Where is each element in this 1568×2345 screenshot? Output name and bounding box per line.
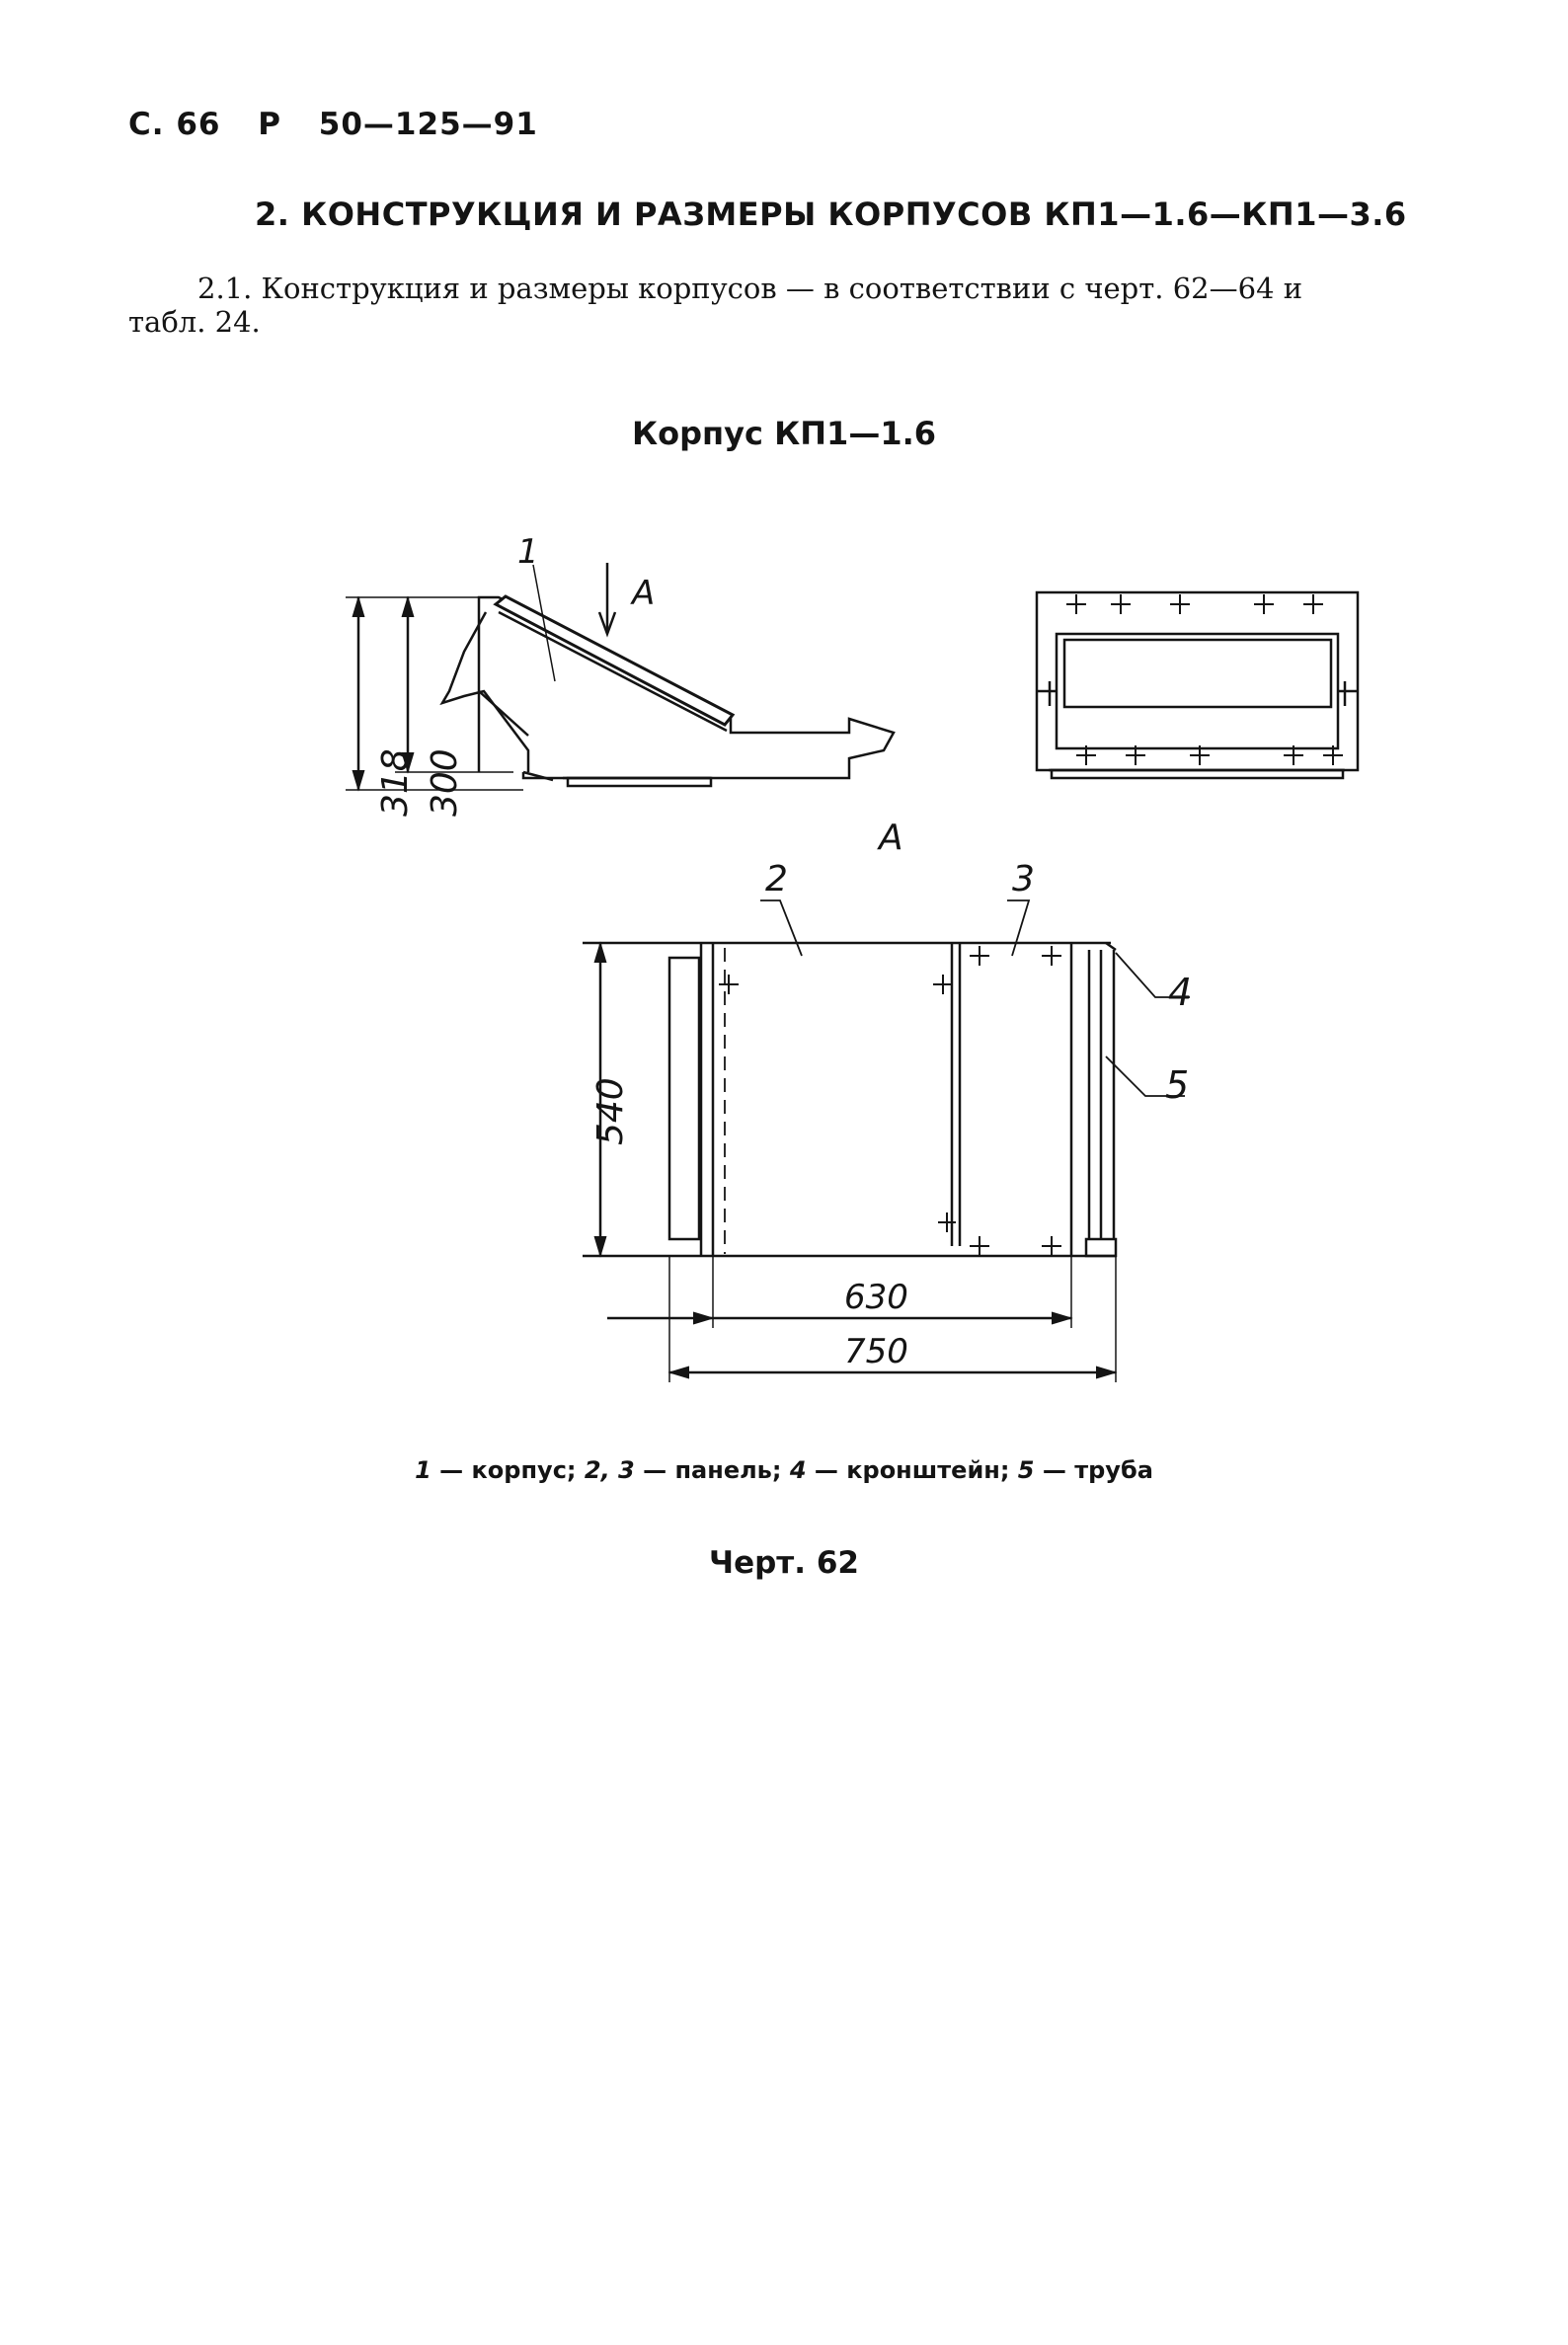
legend-text-2-3: — панель;	[634, 1456, 790, 1484]
legend-num-2-3: 2, 3	[584, 1456, 635, 1484]
section-title: 2. КОНСТРУКЦИЯ И РАЗМЕРЫ КОРПУСОВ КП1—1.6—КП1—3.6	[255, 195, 1407, 233]
figure-legend	[0, 1456, 1568, 1484]
legend-text-1: — корпус;	[431, 1456, 585, 1484]
front-view	[1037, 592, 1358, 778]
position-4: 4	[1168, 971, 1193, 1014]
dim-300: 300	[425, 748, 465, 817]
position-1: 1	[517, 532, 539, 572]
dim-630: 630	[844, 1278, 908, 1317]
doc-number: 50—125—91	[318, 107, 538, 142]
dim-540: 540	[590, 1077, 631, 1145]
dim-750: 750	[844, 1332, 908, 1371]
figure-caption: Черт. 62	[709, 1545, 859, 1581]
paragraph-line-2: табл. 24.	[128, 305, 261, 339]
view-label-a: А	[879, 818, 903, 858]
view-arrow-label: А	[632, 574, 656, 613]
position-2: 2	[765, 859, 788, 899]
legend-num-4: 4	[789, 1456, 807, 1484]
legend-num-1: 1	[415, 1456, 431, 1484]
legend-text-5: — труба	[1034, 1456, 1153, 1484]
position-5: 5	[1165, 1063, 1190, 1107]
legend-text-4: — кронштейн;	[806, 1456, 1018, 1484]
page-number: С. 66	[128, 107, 221, 142]
legend-num-5: 5	[1017, 1456, 1035, 1484]
position-3: 3	[1012, 859, 1035, 899]
figure-title: Корпус КП1—1.6	[631, 415, 936, 452]
paragraph-line-1: 2.1. Конструкция и размеры корпусов — в соответствии с черт. 62—64 и	[197, 272, 1303, 305]
dim-318: 318	[375, 748, 416, 817]
doc-series: Р	[258, 107, 281, 142]
